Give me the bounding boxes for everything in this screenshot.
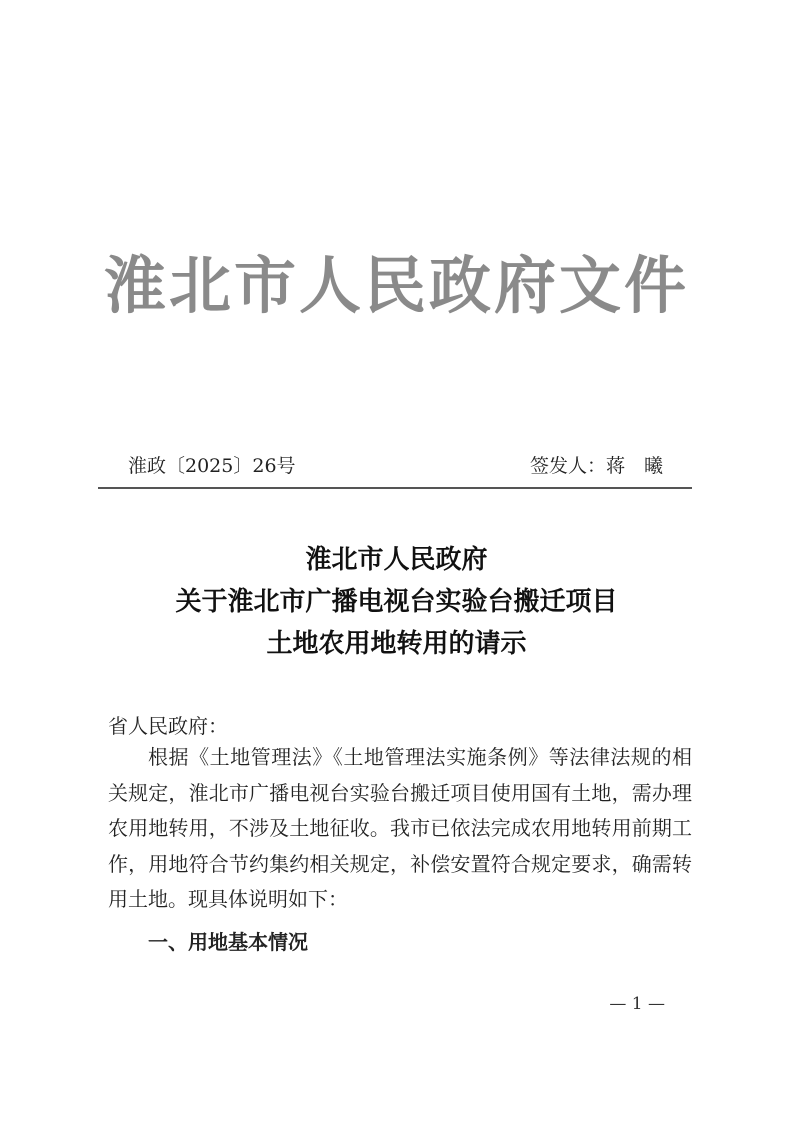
document-title (0, 539, 793, 665)
signer: 签发人：蒋 曦 (529, 455, 663, 477)
title-line-1: 淮北市人民政府 (305, 545, 488, 575)
document-number: 淮政〔2025〕26号 (128, 455, 296, 477)
header-divider (98, 487, 692, 489)
title-line-3: 土地农用地转用的请示 (266, 629, 527, 659)
body-paragraph: 根据《土地管理法》《土地管理法实施条例》等法律法规的相关规定，淮北市广播电视台实验台搬迁项目使用国有土地，需办理农用地转用，不涉及土地征收。我市已依法完成农用地转用前期工作，用地符合节约集约相关规定，补偿安置符合规定要求，确需转用土地。现具体说明如下： (108, 745, 692, 911)
salutation: 省人民政府： (108, 714, 228, 738)
section-heading: 一、用地基本情况 (148, 930, 308, 954)
title-line-2: 关于淮北市广播电视台实验台搬迁项目 (175, 587, 618, 617)
masthead-title: 淮北市人民政府文件 (103, 249, 689, 322)
page-number: — 1 — (609, 994, 665, 1014)
